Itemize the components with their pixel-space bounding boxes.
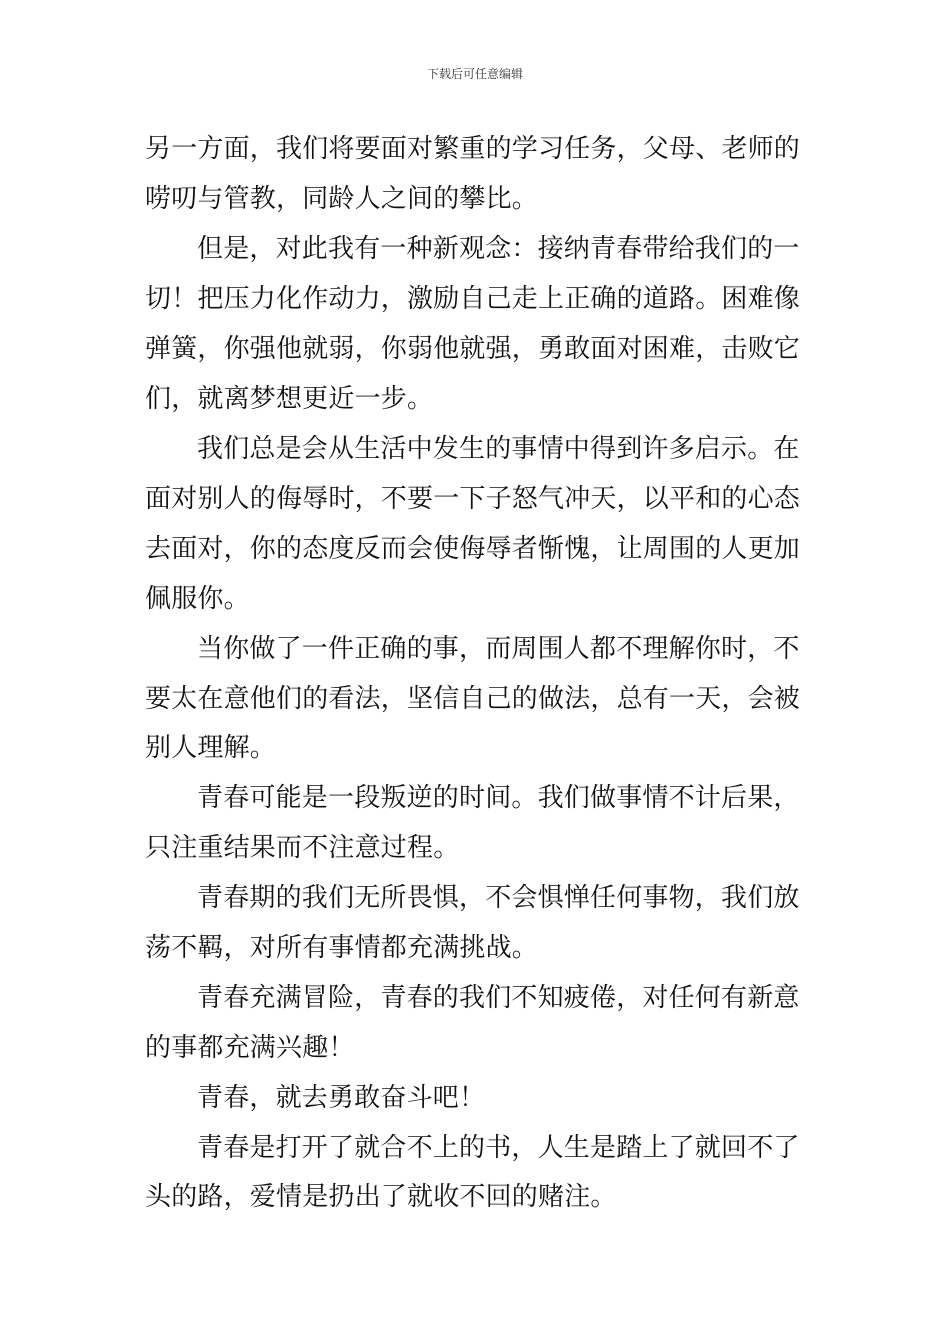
body-text-line: 但是，对此我有一种新观念：接纳青春带给我们的一 — [197, 234, 800, 264]
body-text-line: 的事都充满兴趣！ — [145, 1033, 355, 1063]
body-text-line: 青春充满冒险，青春的我们不知疲倦，对任何有新意 — [197, 983, 800, 1013]
body-text-line: 别人理解。 — [145, 733, 277, 763]
body-text-line: 面对别人的侮辱时，不要一下子怒气冲天，以平和的心态 — [145, 484, 801, 514]
body-text-line: 青春，就去勇敢奋斗吧！ — [197, 1083, 486, 1113]
body-text-line: 只注重结果而不注意过程。 — [145, 833, 460, 863]
body-text-line: 们，就离梦想更近一步。 — [145, 384, 434, 414]
body-text-line: 青春期的我们无所畏惧，不会惧惮任何事物，我们放 — [197, 883, 800, 913]
body-text-line: 要太在意他们的看法，坚信自己的做法，总有一天，会被 — [145, 684, 801, 714]
body-text-line: 头的路，爱情是扔出了就收不回的赌注。 — [145, 1182, 617, 1212]
body-text-line: 另一方面，我们将要面对繁重的学习任务，父母、老师的 — [145, 134, 801, 164]
body-text-line: 弹簧，你强他就弱，你弱他就强，勇敢面对困难，击败它 — [145, 334, 801, 364]
body-text-line: 切！把压力化作动力，激励自己走上正确的道路。困难像 — [145, 284, 801, 314]
page-header-note: 下载后可任意编辑 — [426, 67, 523, 81]
body-text-line: 青春可能是一段叛逆的时间。我们做事情不计后果， — [197, 783, 800, 813]
body-text-line: 当你做了一件正确的事，而周围人都不理解你时，不 — [197, 634, 800, 664]
body-text-line: 荡不羁，对所有事情都充满挑战。 — [145, 933, 539, 963]
body-text-line: 唠叨与管教，同龄人之间的攀比。 — [145, 184, 539, 214]
body-text-line: 我们总是会从生活中发生的事情中得到许多启示。在 — [197, 434, 800, 464]
body-text-line: 佩服你。 — [145, 584, 250, 614]
body-text-line: 青春是打开了就合不上的书，人生是踏上了就回不了 — [197, 1133, 800, 1163]
body-text-line: 去面对，你的态度反而会使侮辱者惭愧，让周围的人更加 — [145, 534, 801, 564]
